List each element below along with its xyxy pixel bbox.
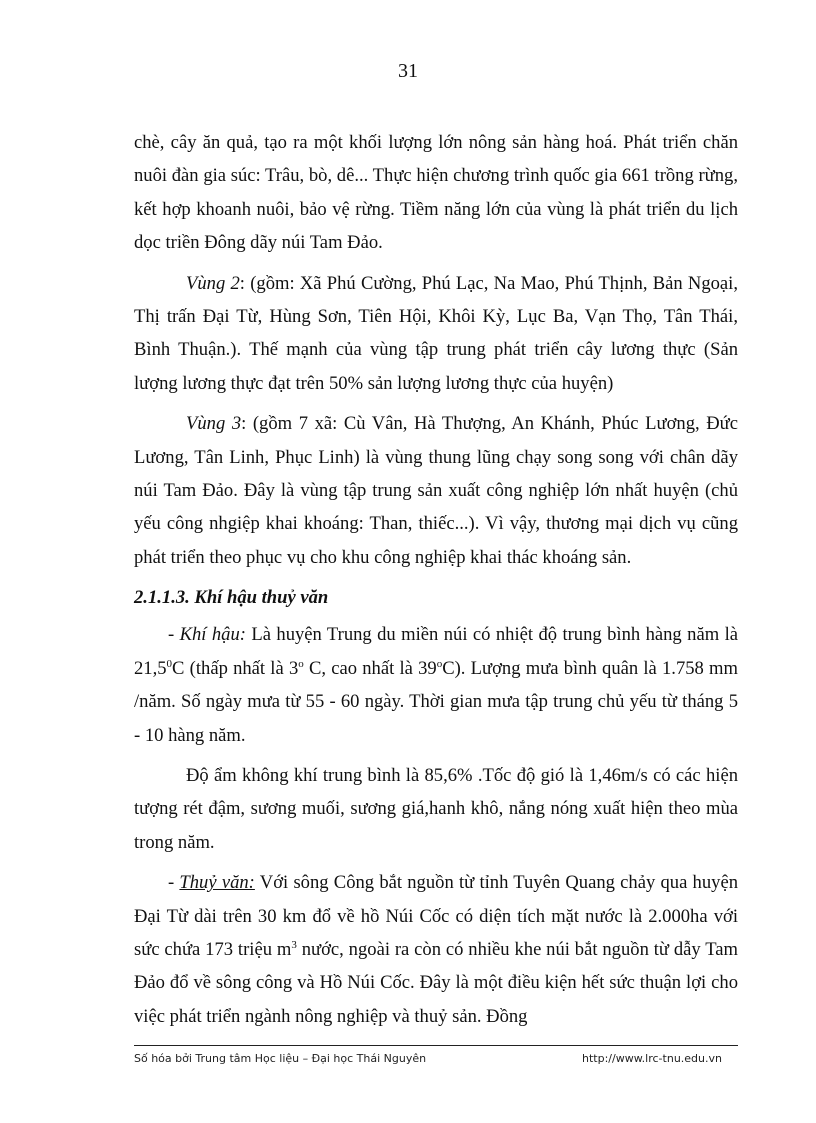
khi-hau-text-c: C, cao nhất là 39: [303, 657, 437, 679]
thuy-van-text-a: Với sông Công bắt nguồn từ tỉnh Tuyên Quang chảy qua huyện Đại Từ dài trên 30 km đổ về hồ Núi Cốc có diện tích mặt nước là 2.000ha với sức chứa 173 triệu m: [134, 872, 738, 960]
paragraph-khi-hau: [134, 618, 738, 752]
degree-sup-1: 0: [166, 657, 173, 670]
paragraph-do-am: Độ ẩm không khí trung bình là 85,6% .Tốc độ gió là 1,46m/s có các hiện tượng rét đậm, sương muối, sương giá,hanh khô, nắng nóng xuất hiện theo mùa trong năm.: [134, 764, 738, 853]
section-heading: 2.1.1.3. Khí hậu thuỷ văn: [134, 587, 329, 609]
thuy-van-text-b: nước, ngoài ra còn có nhiều khe núi bắt nguồn từ dẫy Tam Đảo đổ về sông công và Hồ Núi Cốc. Đây là một điều kiện hết sức thuận lợi cho việc phát triển ngành nông nghiệp và thuỷ sản. Đồng: [134, 938, 738, 1027]
vung-3-text: : (gồm 7 xã: Cù Vân, Hà Thượng, An Khánh, Phúc Lương, Đức Lương, Tân Linh, Phục Linh) là vùng thung lũng chạy song song với chân dãy núi Tam Đảo. Đây là vùng tập trung sản xuất công nghiệp lớn nhất huyện (chủ yếu công nhgiệp khai khoáng: Than, thiếc...). Vì vậy, thương mại dịch vụ cũng phát triển theo phục vụ cho khu công nghiệp khai thác khoáng sản.: [134, 413, 738, 568]
khi-hau-text-a: Là huyện Trung du miền núi có nhiệt độ trung bình hàng năm là 21,5: [134, 624, 738, 679]
thuy-van-label: Thuỷ văn:: [179, 872, 255, 894]
paragraph-vung-2: [134, 267, 738, 401]
paragraph-vung-3: [134, 407, 738, 574]
vung-3-label: Vùng 3: [186, 413, 242, 435]
thuy-van-dash: -: [168, 872, 180, 894]
degree-sup-3: o: [436, 657, 443, 670]
paragraph-1: chè, cây ăn quả, tạo ra một khối lượng lớn nông sản hàng hoá. Phát triển chăn nuôi đàn gia súc: Trâu, bò, dê... Thực hiện chương trình quốc gia 661 trồng rừng, kết hợp khoanh nuôi, bảo vệ rừng. Tiềm năng lớn của vùng là phát triển du lịch dọc triền Đông dãy núi Tam Đảo.: [134, 132, 738, 254]
vung-2-label: Vùng 2: [186, 272, 240, 294]
paragraph-thuy-van: [134, 866, 738, 1033]
footer-url: http://www.lrc-tnu.edu.vn: [582, 1052, 722, 1065]
cubic-sup: 3: [291, 938, 297, 951]
khi-hau-text-d: C). Lượng mưa bình quân là 1.758 mm /năm. Số ngày mưa từ 55 - 60 ngày. Thời gian mưa tập trung chủ yếu từ tháng 5 - 10 hàng năm.: [134, 657, 738, 746]
footer-divider: [134, 1045, 738, 1046]
page-body: [134, 126, 738, 1040]
khi-hau-text-b: C (thấp nhất là 3: [172, 657, 299, 679]
khi-hau-label: - Khí hậu:: [168, 624, 246, 646]
page-number: 31: [398, 60, 418, 82]
footer-credit: Số hóa bởi Trung tâm Học liệu – Đại học Thái Nguyên: [134, 1052, 427, 1065]
degree-sup-2: o: [298, 657, 304, 670]
vung-2-text: : (gồm: Xã Phú Cường, Phú Lạc, Na Mao, Phú Thịnh, Bản Ngoại, Thị trấn Đại Từ, Hùng Sơn, Tiên Hội, Khôi Kỳ, Lục Ba, Vạn Thọ, Tân Thái, Bình Thuận.). Thế mạnh của vùng tập trung phát triển cây lương thực (Sản lượng lương thực đạt trên 50% sản lượng lương thực của huyện): [134, 272, 738, 394]
